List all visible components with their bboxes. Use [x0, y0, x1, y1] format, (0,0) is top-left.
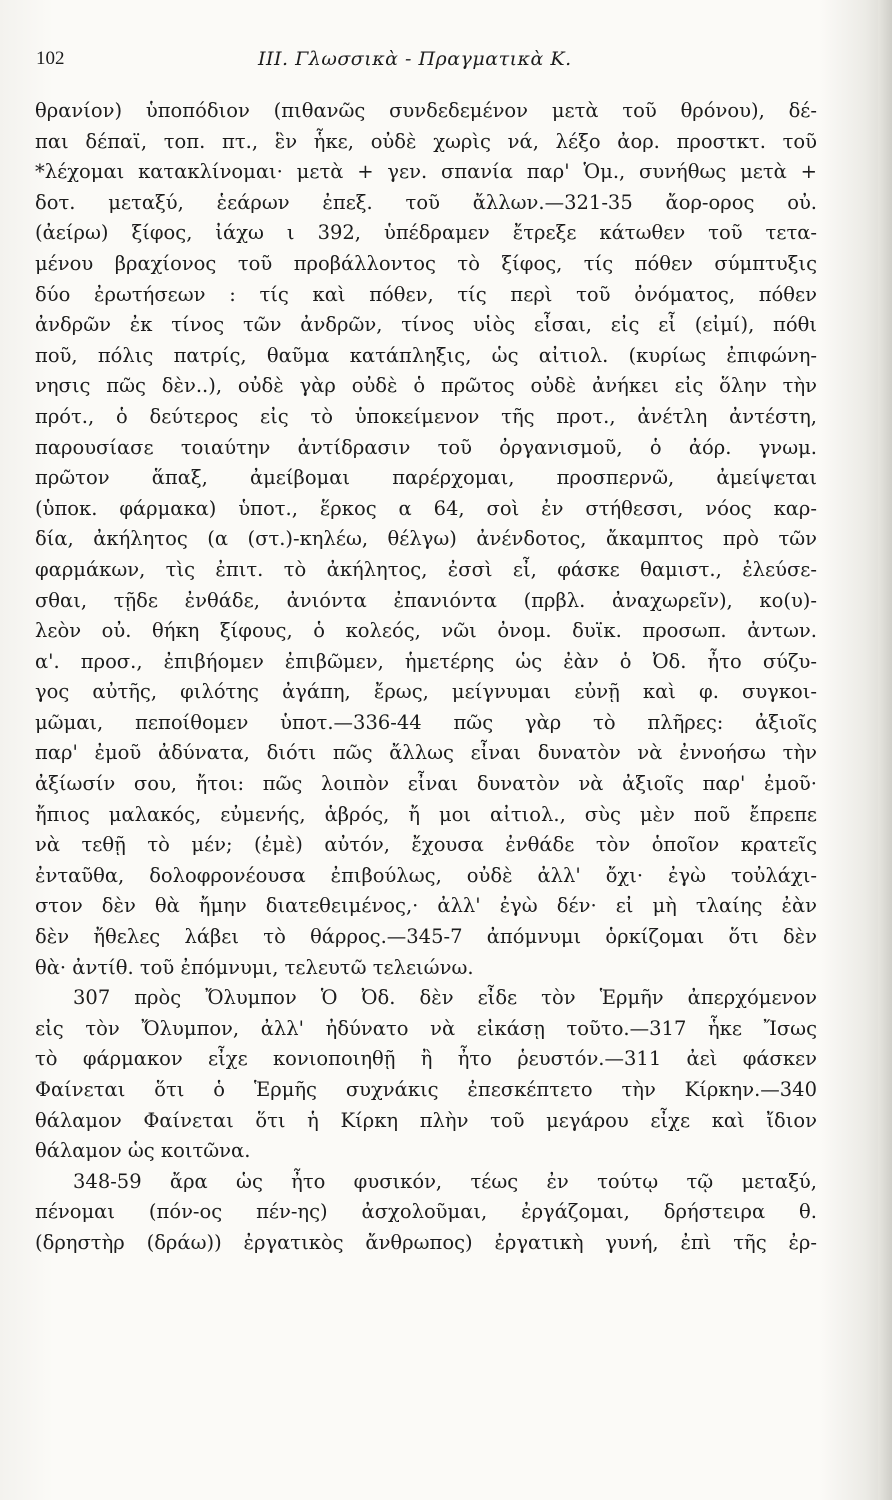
text-line: στον δὲν θὰ ἤμην διατεθειμένος,· ἀλλ' ἐγὼ δέν· εἰ μὴ τλαίης ἐὰν: [35, 894, 817, 918]
text-line: δοτ. μεταξύ, ἑεάρων ἐπεξ. τοῦ ἄλλων.—321-35 ἄορ-ορος οὐ.: [35, 190, 817, 214]
text-line: πρῶτον ἅπαξ, ἀμείβομαι παρέρχομαι, προσπερνῶ, ἀμείψεται: [35, 466, 817, 490]
running-title: III. Γλωσσικὰ - Πραγματικὰ Κ.: [258, 48, 572, 70]
text-line: παρ' ἐμοῦ ἀδύνατα, διότι πῶς ἄλλως εἶναι δυνατὸν νὰ ἐννοήσω τὴν: [35, 741, 817, 765]
text-line: παι δέπαϊ, τοπ. πτ., ἓν ἧκε, οὐδὲ χωρὶς νά, λέξο ἀορ. προστκτ. τοῦ: [35, 129, 817, 153]
text-line: 348-59 ἄρα ὡς ἦτο φυσικόν, τέως ἐν τούτῳ τῷ μεταξύ,: [73, 1169, 817, 1193]
text-line: πένομαι (πόν-ος πέν-ης) ἀσχολοῦμαι, ἐργάζομαι, δρήστειρα θ.: [35, 1200, 817, 1224]
text-line: λεὸν οὐ. θήκη ξίφους, ὁ κολεός, νῶι ὀνομ. δυϊκ. προσωπ. ἀντων.: [35, 619, 817, 643]
text-line: α'. προσ., ἐπιβήομεν ἐπιβῶμεν, ἡμετέρης ὡς ἐὰν ὁ Ὀδ. ἦτο σύζυ-: [35, 649, 817, 673]
text-line: Φαίνεται ὅτι ὁ Ἑρμῆς συχνάκις ἐπεσκέπτετο τὴν Κίρκην.—340: [35, 1078, 817, 1101]
commentary-text: [35, 96, 817, 1259]
text-line: ἤπιος μαλακός, εὐμενής, ἁβρός, ἤ μοι αἰτιολ., σὺς μὲν ποῦ ἔπρεπε: [35, 802, 817, 826]
text-line: νησις πῶς δὲν..), οὐδὲ γὰρ οὐδὲ ὁ πρῶτος οὐδὲ ἀνήκει εἰς ὅλην τὴν: [35, 374, 817, 398]
text-line: τὸ φάρμακον εἶχε κονιοποιηθῇ ἢ ἦτο ῥευστόν.—311 ἀεὶ φάσκεν: [35, 1047, 817, 1071]
text-line: θρανίον) ὑποπόδιον (πιθανῶς συνδεδεμένον μετὰ τοῦ θρόνου), δέ-: [35, 99, 817, 122]
text-line: φαρμάκων, τὶς ἐπιτ. τὸ ἀκήλητος, ἐσσὶ εἶ, φάσκε θαμιστ., ἐλεύσε-: [35, 557, 817, 581]
text-line: (δρηστὴρ (δράω)) ἐργατικὸς ἄνθρωπος) ἐργατικὴ γυνή, ἐπὶ τῆς ἐρ-: [35, 1230, 817, 1254]
text-line: ἀξίωσίν σου, ἤτοι: πῶς λοιπὸν εἶναι δυνατὸν νὰ ἀξιοῖς παρ' ἐμοῦ·: [35, 772, 817, 796]
text-line: ποῦ, πόλις πατρίς, θαῦμα κατάπληξις, ὡς αἰτιολ. (κυρίως ἐπιφώνη-: [35, 343, 817, 367]
text-line: παρουσίασε τοιαύτην ἀντίδρασιν τοῦ ὀργανισμοῦ, ὁ ἀόρ. γνωμ.: [35, 435, 817, 459]
text-line: 307 πρὸς Ὄλυμπον Ὁ Ὀδ. δὲν εἶδε τὸν Ἑρμῆν ἀπερχόμενον: [73, 986, 817, 1010]
text-line: *λέχομαι κατακλίνομαι· μετὰ + γεν. σπανία παρ' Ὁμ., συνήθως μετὰ +: [35, 160, 817, 184]
text-line: νὰ τεθῇ τὸ μέν; (ἐμὲ) αὐτόν, ἔχουσα ἐνθάδε τὸν ὁποῖον κρατεῖς: [35, 833, 817, 857]
text-line: ἐνταῦθα, δολοφρονέουσα ἐπιβούλως, οὐδὲ ἀλλ' ὄχι· ἐγὼ τοὐλάχι-: [35, 863, 817, 887]
text-line: θὰ· ἀντίθ. τοῦ ἐπόμνυμι, τελευτῶ τελειώνω.: [35, 955, 474, 979]
text-line: (ἀείρω) ξίφος, ἰάχω ι 392, ὑπέδραμεν ἔτρεξε κάτωθεν τοῦ τετα-: [35, 221, 817, 245]
page-edge-shadow: [878, 0, 892, 1500]
text-line: δία, ἀκήλητος (α (στ.)-κηλέω, θέλγω) ἀνένδοτος, ἄκαμπτος πρὸ τῶν: [35, 527, 817, 551]
text-line: θάλαμον ὡς κοιτῶνα.: [35, 1139, 251, 1163]
page-number: 102: [36, 48, 65, 69]
text-line: σθαι, τῇδε ἐνθάδε, ἀνιόντα ἐπανιόντα (πρβλ. ἀναχωρεῖν), κο(υ)-: [35, 588, 817, 612]
text-line: μένου βραχίονος τοῦ προβάλλοντος τὸ ξίφος, τίς πόθεν σύμπτυξις: [35, 251, 817, 275]
text-line: εἰς τὸν Ὄλυμπον, ἀλλ' ἠδύνατο νὰ εἰκάσῃ τοῦτο.—317 ἧκε Ἴσως: [35, 1016, 817, 1040]
text-line: μῶμαι, πεποίθομεν ὑποτ.—336-44 πῶς γὰρ τὸ πλῆρες: ἀξιοῖς: [35, 710, 817, 734]
text-line: (ὑποκ. φάρμακα) ὑποτ., ἕρκος α 64, σοὶ ἐν στήθεσσι, νόος καρ-: [35, 496, 817, 520]
text-line: ἀνδρῶν ἐκ τίνος τῶν ἀνδρῶν, τίνος υἱὸς εἶσαι, εἰς εἶ (εἰμί), πόθι: [35, 313, 817, 337]
text-line: πρότ., ὁ δεύτερος εἰς τὸ ὑποκείμενον τῆς προτ., ἀνέτλη ἀντέστη,: [35, 404, 817, 428]
text-line: γος αὐτῆς, φιλότης ἀγάπη, ἔρως, μείγνυμαι εὐνῇ καὶ φ. συγκοι-: [35, 680, 817, 704]
text-line: δύο ἐρωτήσεων : τίς καὶ πόθεν, τίς περὶ τοῦ ὀνόματος, πόθεν: [35, 282, 817, 306]
page-header: [36, 48, 816, 74]
text-line: δὲν ἤθελες λάβει τὸ θάρρος.—345-7 ἀπόμνυμι ὁρκίζομαι ὅτι δὲν: [35, 925, 817, 949]
text-line: θάλαμον Φαίνεται ὅτι ἡ Κίρκη πλὴν τοῦ μεγάρου εἶχε καὶ ἴδιον: [35, 1108, 817, 1132]
